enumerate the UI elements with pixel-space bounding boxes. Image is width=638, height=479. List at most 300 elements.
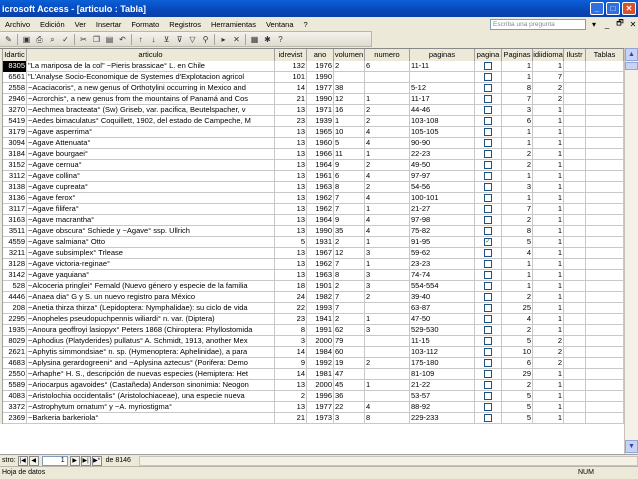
cell-paginas-count[interactable]: 1 (502, 127, 533, 138)
cell-ilustr[interactable] (564, 127, 586, 138)
cell-ilustr[interactable] (564, 358, 586, 369)
cell-numero[interactable]: 4 (365, 226, 410, 237)
cell-tablas[interactable] (586, 193, 624, 204)
cell-volumen[interactable]: 2 (334, 237, 365, 248)
pagina-checkbox[interactable] (484, 403, 492, 411)
cell-tablas[interactable] (586, 413, 624, 424)
cell-numero[interactable]: 8 (365, 413, 410, 424)
cell-ilustr[interactable] (564, 391, 586, 402)
next-record-button[interactable]: ▶ (70, 456, 80, 466)
cell-ano[interactable]: 2000 (307, 336, 334, 347)
cell-ilustr[interactable] (564, 303, 586, 314)
cell-idartic[interactable]: 1935 (3, 325, 27, 336)
cell-paginas[interactable]: 175-180 (410, 358, 475, 369)
cell-idrevist[interactable]: 13 (275, 248, 307, 259)
cell-idartic[interactable]: 3142 (3, 270, 27, 281)
paste-icon[interactable]: ▤ (105, 34, 114, 44)
cell-paginas-count[interactable]: 1 (502, 61, 533, 72)
cell-idrevist[interactable]: 22 (275, 303, 307, 314)
cell-paginas-count[interactable]: 6 (502, 116, 533, 127)
spelling-icon[interactable]: ✓ (62, 34, 69, 44)
cell-articulo[interactable]: ~Agave victoria-reginae° (27, 259, 275, 270)
pagina-checkbox[interactable] (484, 161, 492, 169)
cell-volumen[interactable]: 36 (334, 391, 365, 402)
cell-idartic[interactable]: 8029 (3, 336, 27, 347)
cell-idrevist[interactable]: 23 (275, 314, 307, 325)
cell-tablas[interactable] (586, 204, 624, 215)
cell-articulo[interactable]: ~Agave filifera° (27, 204, 275, 215)
pagina-checkbox[interactable] (484, 271, 492, 279)
cell-idartic[interactable]: 3136 (3, 193, 27, 204)
cell-idartic[interactable]: 5589 (3, 380, 27, 391)
cell-numero[interactable]: 2 (365, 358, 410, 369)
cell-idartic[interactable]: 3270 (3, 105, 27, 116)
pagina-checkbox[interactable] (484, 282, 492, 290)
cell-articulo[interactable]: ~Agave yaquiana° (27, 270, 275, 281)
cell-ano[interactable]: 1982 (307, 292, 334, 303)
cell-tablas[interactable] (586, 237, 624, 248)
cell-paginas-count[interactable]: 2 (502, 215, 533, 226)
cell-numero[interactable]: 2 (365, 160, 410, 171)
cell-tablas[interactable] (586, 61, 624, 72)
cell-volumen[interactable]: 7 (334, 303, 365, 314)
cell-paginas-count[interactable]: 5 (502, 413, 533, 424)
cell-ano[interactable]: 1962 (307, 259, 334, 270)
cell-tablas[interactable] (586, 303, 624, 314)
cell-ano[interactable]: 1981 (307, 369, 334, 380)
cell-idioma[interactable]: 1 (533, 204, 564, 215)
cell-idartic[interactable]: 6561 (3, 72, 27, 83)
table-row[interactable] (0, 391, 638, 402)
cell-tablas[interactable] (586, 160, 624, 171)
cell-numero[interactable]: 1 (365, 94, 410, 105)
cell-ilustr[interactable] (564, 336, 586, 347)
table-row[interactable] (0, 237, 638, 248)
table-row[interactable] (0, 292, 638, 303)
cell-paginas[interactable]: 97-98 (410, 215, 475, 226)
cell-idrevist[interactable]: 13 (275, 259, 307, 270)
cell-idrevist[interactable]: 13 (275, 204, 307, 215)
cell-idioma[interactable]: 1 (533, 215, 564, 226)
cell-numero[interactable]: 4 (365, 138, 410, 149)
cell-ilustr[interactable] (564, 61, 586, 72)
cell-articulo[interactable]: ~Barkeria barkeriola° (27, 413, 275, 424)
cell-paginas[interactable]: 11-15 (410, 336, 475, 347)
column-header-paginas-count[interactable]: Paginas (502, 49, 533, 61)
cell-ilustr[interactable] (564, 248, 586, 259)
cell-numero[interactable]: 3 (365, 270, 410, 281)
column-header-idrevist[interactable]: idrevist (275, 49, 307, 61)
horizontal-scrollbar[interactable] (139, 456, 638, 466)
cell-volumen[interactable] (334, 72, 365, 83)
scroll-thumb[interactable] (625, 62, 638, 70)
cell-idioma[interactable]: 1 (533, 325, 564, 336)
cell-idartic[interactable]: 3138 (3, 182, 27, 193)
cell-volumen[interactable]: 16 (334, 105, 365, 116)
column-header-ilustr[interactable]: Ilustr (564, 49, 586, 61)
table-row[interactable] (0, 314, 638, 325)
cell-ano[interactable]: 1967 (307, 248, 334, 259)
cell-paginas[interactable]: 47-50 (410, 314, 475, 325)
table-row[interactable] (0, 347, 638, 358)
cell-ilustr[interactable] (564, 270, 586, 281)
cell-idioma[interactable]: 2 (533, 94, 564, 105)
table-row[interactable] (0, 171, 638, 182)
cell-idioma[interactable]: 1 (533, 61, 564, 72)
cell-volumen[interactable]: 7 (334, 204, 365, 215)
cell-articulo[interactable]: "La mariposa de la col" ~Pieris brassicae° L. en Chile (27, 61, 275, 72)
pagina-checkbox[interactable] (484, 249, 492, 257)
cell-ano[interactable]: 1960 (307, 138, 334, 149)
cell-volumen[interactable]: 1 (334, 116, 365, 127)
cell-idartic[interactable]: 208 (3, 303, 27, 314)
column-header-pagina[interactable]: pagina (475, 49, 502, 61)
table-row[interactable] (0, 402, 638, 413)
cell-ilustr[interactable] (564, 182, 586, 193)
cell-ano[interactable]: 1964 (307, 160, 334, 171)
cell-numero[interactable]: 3 (365, 248, 410, 259)
cell-idioma[interactable]: 2 (533, 336, 564, 347)
cell-volumen[interactable]: 5 (334, 138, 365, 149)
undo-icon[interactable]: ↶ (119, 34, 126, 44)
cell-ano[interactable]: 1991 (307, 325, 334, 336)
cell-ilustr[interactable] (564, 149, 586, 160)
cell-idrevist[interactable]: 3 (275, 336, 307, 347)
table-row[interactable] (0, 72, 638, 83)
cell-articulo[interactable]: ~Alcoceria pringlei° Fernald (Nuevo género y especie de la familia (27, 281, 275, 292)
print-icon[interactable]: ⎙ (36, 34, 43, 44)
cell-articulo[interactable]: "L'Analyse Socio-Economique de Systemes d'Explotacion agricol (27, 72, 275, 83)
cell-idrevist[interactable]: 21 (275, 413, 307, 424)
cell-ilustr[interactable] (564, 259, 586, 270)
cell-idartic[interactable]: 2550 (3, 369, 27, 380)
cell-volumen[interactable]: 3 (334, 413, 365, 424)
cell-tablas[interactable] (586, 105, 624, 116)
cell-ano[interactable]: 1996 (307, 391, 334, 402)
pagina-checkbox[interactable] (484, 348, 492, 356)
pagina-checkbox[interactable] (484, 381, 492, 389)
cell-paginas[interactable]: 90-90 (410, 138, 475, 149)
cell-paginas[interactable]: 39-40 (410, 292, 475, 303)
cell-ilustr[interactable] (564, 325, 586, 336)
cell-paginas[interactable]: 103-108 (410, 116, 475, 127)
cell-articulo[interactable]: ~Aphodius (Platyderides) pullatus° A. Schmidt, 1913, another Mex (27, 336, 275, 347)
cell-articulo[interactable]: ~Agave bourgaei° (27, 149, 275, 160)
cell-articulo[interactable]: ~Anoura geoffroyi lasiopyx° Peters 1868 (Chiroptera: Phyllostomida (27, 325, 275, 336)
cell-paginas-count[interactable]: 1 (502, 259, 533, 270)
cell-volumen[interactable]: 12 (334, 94, 365, 105)
cell-paginas-count[interactable]: 2 (502, 292, 533, 303)
menu-herramientas[interactable]: Herramientas (210, 19, 256, 29)
cell-tablas[interactable] (586, 182, 624, 193)
cell-articulo[interactable]: ~Agave cupreata° (27, 182, 275, 193)
cell-ilustr[interactable] (564, 369, 586, 380)
cell-idrevist[interactable]: 24 (275, 292, 307, 303)
cell-numero[interactable]: 1 (365, 259, 410, 270)
cell-ilustr[interactable] (564, 402, 586, 413)
cell-ano[interactable]: 1984 (307, 347, 334, 358)
table-row[interactable] (0, 325, 638, 336)
cell-tablas[interactable] (586, 314, 624, 325)
save-icon[interactable]: ▣ (22, 34, 31, 44)
cell-paginas[interactable]: 100-101 (410, 193, 475, 204)
column-header-idioma[interactable]: idiidioma (533, 50, 563, 59)
pagina-checkbox[interactable] (484, 128, 492, 136)
table-row[interactable] (0, 138, 638, 149)
cell-idartic[interactable]: 4683 (3, 358, 27, 369)
cell-articulo[interactable]: ~Anetia thirza thirza° (Lepidoptera: Nymphalidae): su ciclo de vida (27, 303, 275, 314)
table-row[interactable] (0, 270, 638, 281)
cell-paginas[interactable]: 105-105 (410, 127, 475, 138)
cell-idioma[interactable]: 1 (533, 380, 564, 391)
cell-ilustr[interactable] (564, 314, 586, 325)
cell-ilustr[interactable] (564, 138, 586, 149)
column-header-paginas[interactable]: paginas (410, 49, 475, 61)
cell-idartic[interactable]: 5419 (3, 116, 27, 127)
cell-ilustr[interactable] (564, 281, 586, 292)
cell-idrevist[interactable]: 5 (275, 237, 307, 248)
cell-idrevist[interactable]: 14 (275, 369, 307, 380)
cell-idioma[interactable]: 1 (533, 182, 564, 193)
pagina-checkbox[interactable] (484, 95, 492, 103)
cell-paginas-count[interactable]: 3 (502, 182, 533, 193)
cell-idrevist[interactable]: 13 (275, 105, 307, 116)
record-number-field[interactable]: 1 (42, 456, 68, 466)
cell-idioma[interactable]: 1 (533, 270, 564, 281)
cell-paginas-count[interactable]: 29 (502, 369, 533, 380)
cell-volumen[interactable]: 12 (334, 248, 365, 259)
cell-idrevist[interactable]: 18 (275, 281, 307, 292)
cell-tablas[interactable] (586, 347, 624, 358)
cell-articulo[interactable]: ~Acrorchis°, a new genus from the mountains of Panamá and Cos (27, 94, 275, 105)
pagina-checkbox[interactable] (484, 106, 492, 114)
cell-paginas-count[interactable]: 3 (502, 105, 533, 116)
cell-ilustr[interactable] (564, 380, 586, 391)
cell-ano[interactable]: 1963 (307, 270, 334, 281)
cell-paginas-count[interactable]: 4 (502, 314, 533, 325)
cell-idioma[interactable]: 1 (533, 116, 564, 127)
cell-paginas-count[interactable]: 2 (502, 160, 533, 171)
cell-articulo[interactable]: ~Anopheles pseudopuchpennis wiliardi° n. var. (Diptera) (27, 314, 275, 325)
cell-paginas[interactable]: 22-23 (410, 149, 475, 160)
cell-idioma[interactable]: 1 (533, 193, 564, 204)
cell-ilustr[interactable] (564, 105, 586, 116)
cell-numero[interactable]: 4 (365, 402, 410, 413)
cell-paginas[interactable]: 97-97 (410, 171, 475, 182)
cell-paginas[interactable]: 74-74 (410, 270, 475, 281)
database-window-icon[interactable]: ▦ (250, 34, 259, 44)
preview-icon[interactable]: ⌕ (50, 34, 55, 44)
prev-record-button[interactable]: ◀ (29, 456, 39, 466)
cell-numero[interactable]: 1 (365, 380, 410, 391)
cell-tablas[interactable] (586, 402, 624, 413)
cell-paginas-count[interactable]: 2 (502, 380, 533, 391)
table-row[interactable] (0, 303, 638, 314)
close-button[interactable]: ✕ (622, 2, 636, 15)
cell-paginas-count[interactable]: 1 (502, 281, 533, 292)
cell-ano[interactable]: 1962 (307, 204, 334, 215)
cell-articulo[interactable]: ~Agave asperrima° (27, 127, 275, 138)
cell-idioma[interactable]: 1 (533, 391, 564, 402)
cell-idioma[interactable]: 1 (533, 248, 564, 259)
cell-paginas-count[interactable]: 1 (502, 270, 533, 281)
table-row[interactable] (0, 116, 638, 127)
cell-numero[interactable]: 2 (365, 292, 410, 303)
cell-numero[interactable]: 4 (365, 171, 410, 182)
cell-idrevist[interactable]: 8 (275, 325, 307, 336)
cell-paginas-count[interactable]: 2 (502, 325, 533, 336)
cell-paginas[interactable]: 63-87 (410, 303, 475, 314)
cell-idartic[interactable]: 3372 (3, 402, 27, 413)
new-record-icon[interactable]: ▸ (221, 34, 226, 44)
cell-paginas[interactable]: 49-50 (410, 160, 475, 171)
cell-numero[interactable]: 3 (365, 281, 410, 292)
menu-edicion[interactable]: Edición (40, 19, 65, 29)
cell-numero[interactable] (365, 83, 410, 94)
restore-button[interactable]: □ (606, 2, 620, 15)
table-row[interactable] (0, 336, 638, 347)
cell-ano[interactable]: 1971 (307, 105, 334, 116)
cell-paginas[interactable]: 75-82 (410, 226, 475, 237)
cell-articulo[interactable]: ~Agave cernua° (27, 160, 275, 171)
cell-tablas[interactable] (586, 149, 624, 160)
cell-paginas[interactable]: 53-57 (410, 391, 475, 402)
cell-volumen[interactable]: 35 (334, 226, 365, 237)
pagina-checkbox[interactable] (484, 315, 492, 323)
pagina-checkbox[interactable] (484, 117, 492, 125)
cell-idrevist[interactable]: 13 (275, 138, 307, 149)
cell-paginas[interactable]: 229-233 (410, 413, 475, 424)
cell-paginas-count[interactable]: 6 (502, 358, 533, 369)
cell-numero[interactable] (365, 369, 410, 380)
cell-idrevist[interactable]: 14 (275, 83, 307, 94)
table-row[interactable] (0, 369, 638, 380)
cell-ano[interactable]: 1990 (307, 72, 334, 83)
cell-idioma[interactable]: 1 (533, 369, 564, 380)
cell-ilustr[interactable] (564, 237, 586, 248)
cell-tablas[interactable] (586, 127, 624, 138)
cell-idrevist[interactable]: 132 (275, 61, 307, 72)
cell-ano[interactable]: 2000 (307, 380, 334, 391)
cell-tablas[interactable] (586, 215, 624, 226)
cell-tablas[interactable] (586, 248, 624, 259)
cell-idrevist[interactable]: 13 (275, 193, 307, 204)
cell-articulo[interactable]: ~Aechmea bracteata° (Sw) Griseb, var. pacifica, Beutelspacher, v (27, 105, 275, 116)
cell-idrevist[interactable]: 13 (275, 171, 307, 182)
ask-question-input[interactable]: Escriba una pregunta (490, 19, 586, 30)
cell-ano[interactable]: 1976 (307, 61, 334, 72)
cell-articulo[interactable]: ~Acaciacoris°, a new genus of Orthotylini occurring in Mexico and (27, 83, 275, 94)
cell-articulo[interactable]: ~Astrophytum ornatum° y ~A. myriostigma° (27, 402, 275, 413)
cell-ano[interactable]: 1993 (307, 303, 334, 314)
cell-numero[interactable]: 1 (365, 149, 410, 160)
cell-ilustr[interactable] (564, 94, 586, 105)
cell-paginas-count[interactable]: 5 (502, 336, 533, 347)
menu-archivo[interactable]: Archivo (5, 19, 31, 29)
pagina-checkbox[interactable] (484, 337, 492, 345)
apply-filter-icon[interactable]: ▽ (189, 34, 196, 44)
cell-idartic[interactable]: 3163 (3, 215, 27, 226)
cell-idioma[interactable]: 1 (533, 413, 564, 424)
cell-paginas-count[interactable]: 5 (502, 237, 533, 248)
cell-numero[interactable]: 1 (365, 314, 410, 325)
table-row[interactable] (0, 413, 638, 424)
cell-articulo[interactable]: ~Agave subsimplex° Trlease (27, 248, 275, 259)
cell-paginas-count[interactable]: 1 (502, 193, 533, 204)
cell-ilustr[interactable] (564, 171, 586, 182)
cell-idioma[interactable]: 1 (533, 281, 564, 292)
cell-ano[interactable]: 1966 (307, 149, 334, 160)
table-row[interactable] (0, 281, 638, 292)
cell-idioma[interactable]: 1 (533, 171, 564, 182)
cell-paginas[interactable]: 59-62 (410, 248, 475, 259)
pagina-checkbox[interactable] (484, 227, 492, 235)
cell-idartic[interactable]: 3179 (3, 127, 27, 138)
table-row[interactable] (0, 259, 638, 270)
cell-volumen[interactable]: 62 (334, 325, 365, 336)
table-row[interactable] (0, 226, 638, 237)
ask-dropdown-icon[interactable]: ▾ (591, 19, 596, 29)
pagina-checkbox[interactable] (484, 370, 492, 378)
cell-paginas[interactable]: 44-46 (410, 105, 475, 116)
cell-paginas[interactable]: 554-554 (410, 281, 475, 292)
cell-volumen[interactable]: 9 (334, 215, 365, 226)
cell-ano[interactable]: 1961 (307, 171, 334, 182)
table-row[interactable] (0, 358, 638, 369)
cell-paginas-count[interactable]: 1 (502, 72, 533, 83)
cell-paginas[interactable]: 23-23 (410, 259, 475, 270)
pagina-checkbox[interactable] (484, 73, 492, 81)
cell-tablas[interactable] (586, 325, 624, 336)
cell-ano[interactable]: 1965 (307, 127, 334, 138)
cell-articulo[interactable]: ~Anaea dia° G y S. un nuevo registro para México (27, 292, 275, 303)
cell-ano[interactable]: 1962 (307, 193, 334, 204)
pagina-checkbox[interactable] (484, 392, 492, 400)
pagina-checkbox[interactable] (484, 205, 492, 213)
cell-idrevist[interactable]: 13 (275, 182, 307, 193)
cell-idioma[interactable]: 1 (533, 292, 564, 303)
cell-ilustr[interactable] (564, 215, 586, 226)
cell-articulo[interactable]: ~Agave collina° (27, 171, 275, 182)
cell-idioma[interactable]: 1 (533, 105, 564, 116)
mdi-close-button[interactable]: ✕ (629, 19, 637, 29)
cell-ano[interactable]: 1963 (307, 182, 334, 193)
cell-paginas-count[interactable]: 7 (502, 94, 533, 105)
cell-idioma[interactable]: 1 (533, 259, 564, 270)
cell-numero[interactable] (365, 303, 410, 314)
cell-volumen[interactable]: 8 (334, 270, 365, 281)
cell-idartic[interactable]: 8305 (3, 61, 27, 72)
pagina-checkbox[interactable] (484, 84, 492, 92)
cell-idartic[interactable]: 2369 (3, 413, 27, 424)
cell-idioma[interactable]: 1 (533, 138, 564, 149)
sort-asc-icon[interactable]: ↑ (138, 34, 143, 44)
menu-ventana[interactable]: Ventana (265, 19, 294, 29)
cell-idioma[interactable]: 2 (533, 83, 564, 94)
cell-numero[interactable]: 2 (365, 182, 410, 193)
pagina-checkbox[interactable] (484, 139, 492, 147)
menu-registros[interactable]: Registros (169, 19, 201, 29)
cell-articulo[interactable]: ~Agave obscura° Schiede y ~Agave° ssp. Ullrich (27, 226, 275, 237)
table-row[interactable] (0, 204, 638, 215)
cell-idioma[interactable]: 1 (533, 402, 564, 413)
cell-volumen[interactable]: 9 (334, 160, 365, 171)
cell-paginas[interactable] (410, 72, 475, 83)
cell-volumen[interactable]: 2 (334, 314, 365, 325)
cell-tablas[interactable] (586, 259, 624, 270)
first-record-button[interactable]: |◀ (19, 457, 26, 464)
cell-idrevist[interactable]: 13 (275, 215, 307, 226)
